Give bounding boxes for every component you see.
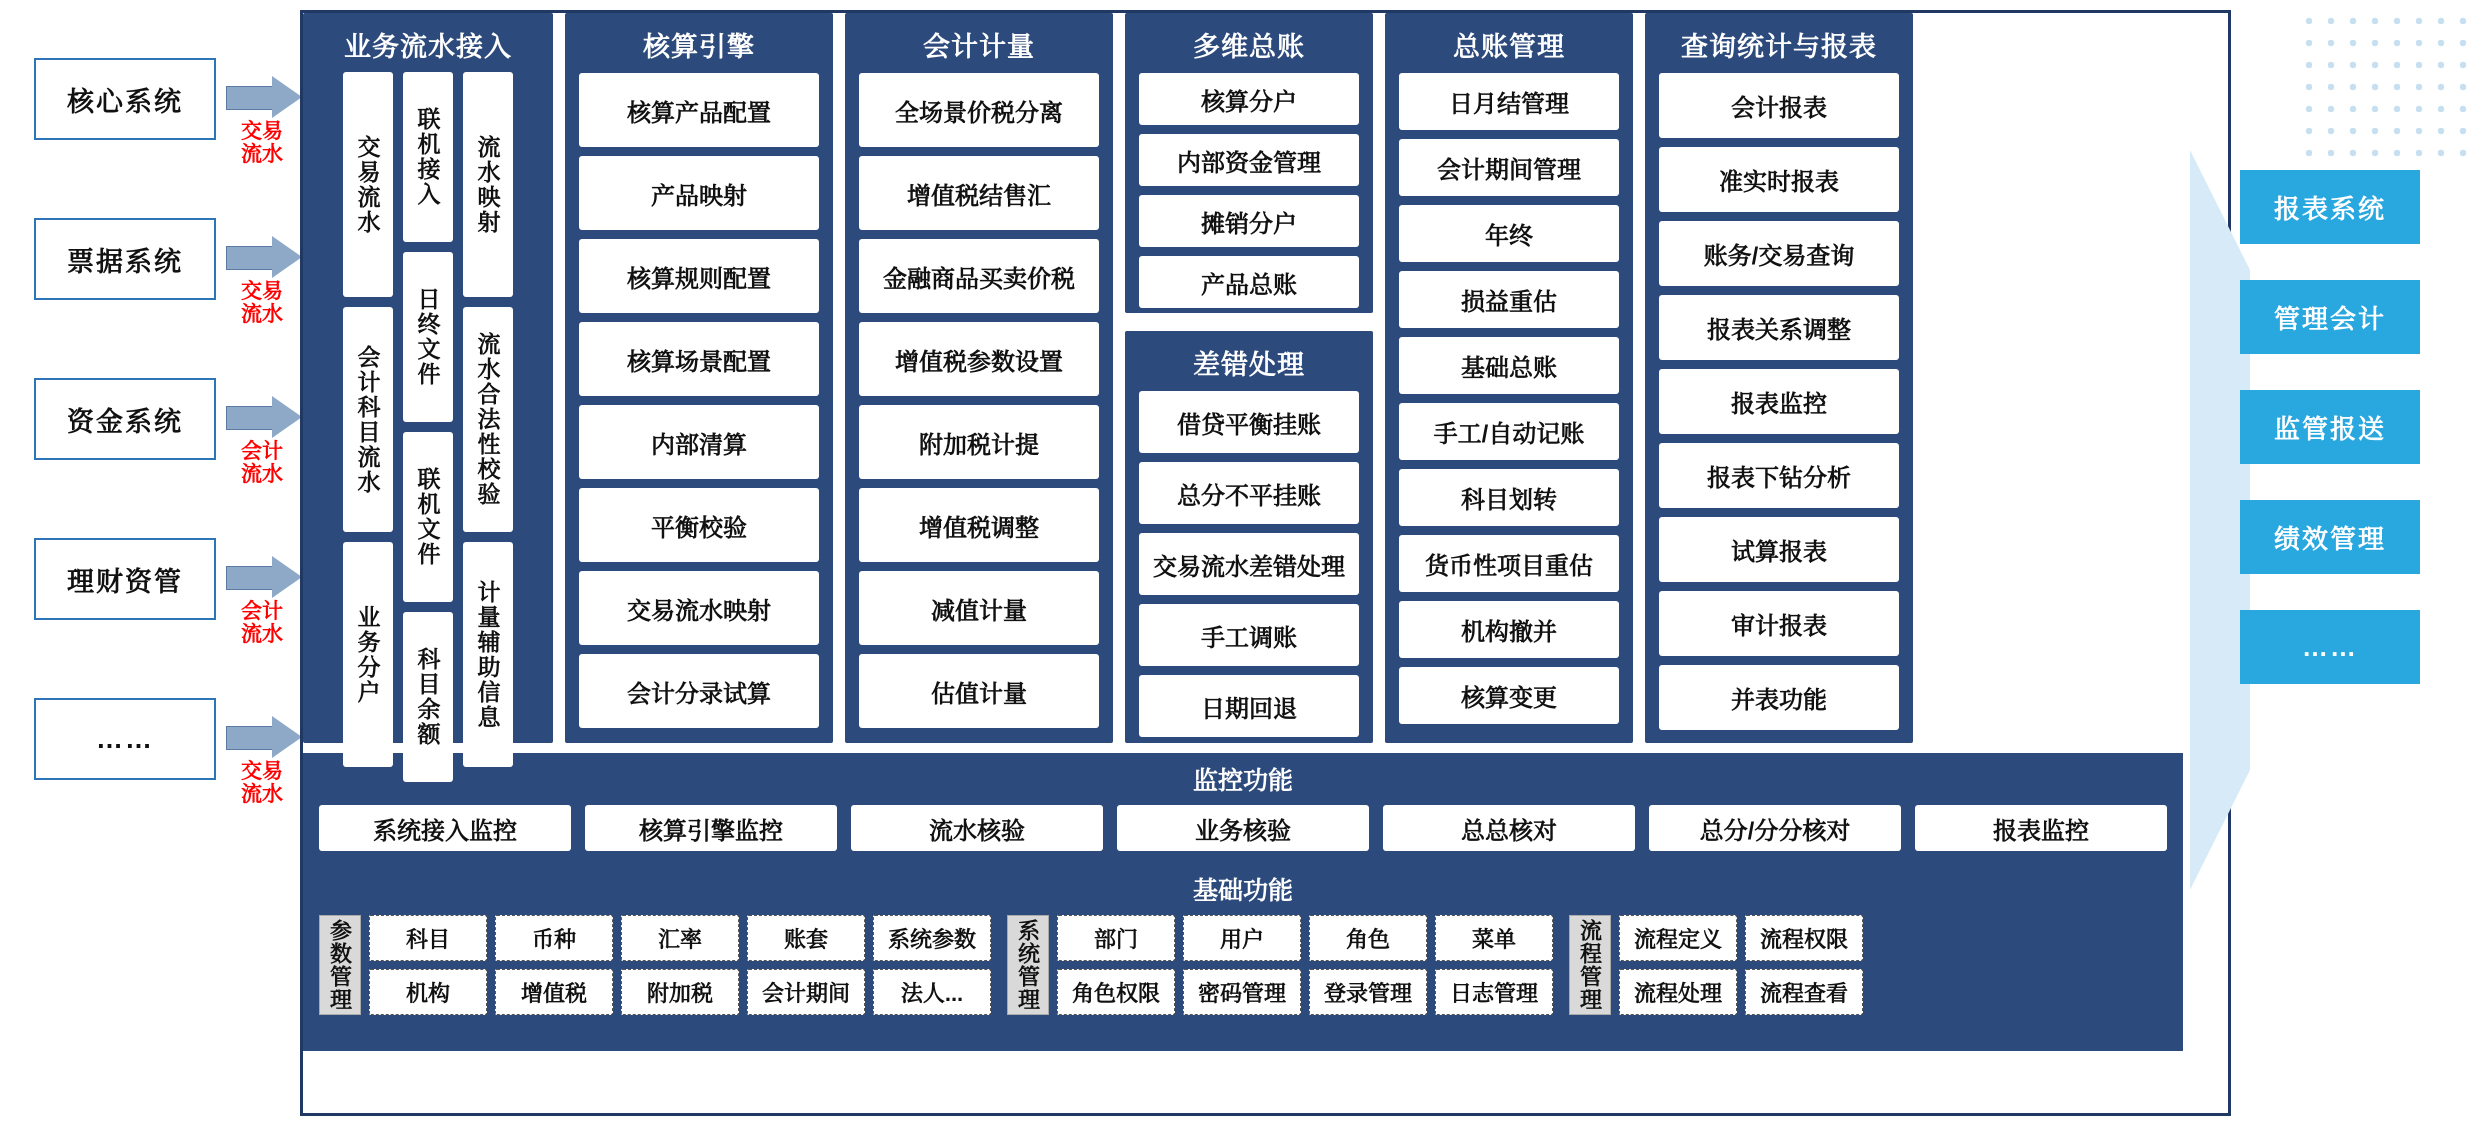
base-row xyxy=(1619,915,1863,961)
monitor-band xyxy=(303,753,2183,865)
base-chip[interactable]: 科目 xyxy=(369,915,487,961)
source-system-label: 理财资管 xyxy=(67,566,183,597)
module-chip[interactable]: 流水映射 xyxy=(463,72,513,297)
module-chip[interactable]: 机构撤并 xyxy=(1399,601,1619,658)
monitor-title: 监控功能 xyxy=(1192,767,1293,795)
module-chip[interactable]: 内部清算 xyxy=(579,405,819,479)
module-column xyxy=(1125,13,1373,313)
source-system-label: …… xyxy=(96,723,154,754)
source-system xyxy=(34,538,283,646)
flow-type-tag: 会计 流水 xyxy=(241,600,283,646)
module-column xyxy=(1125,331,1373,743)
output-system-box[interactable]: 监管报送 xyxy=(2240,390,2420,464)
output-system-box[interactable]: 绩效管理 xyxy=(2240,500,2420,574)
monitor-chip[interactable]: 核算引擎监控 xyxy=(585,805,837,851)
module-chip[interactable]: 流水合法性校验 xyxy=(463,307,513,532)
base-chip[interactable]: 流程定义 xyxy=(1619,915,1737,961)
source-system-box[interactable] xyxy=(34,538,216,620)
monitor-chip[interactable]: 流水核验 xyxy=(851,805,1103,851)
module-column-title: 业务流水接入 xyxy=(344,32,512,62)
module-column xyxy=(845,13,1113,743)
module-chip[interactable]: 会计报表 xyxy=(1659,73,1899,138)
module-chip[interactable]: 会计期间管理 xyxy=(1399,139,1619,196)
flow-arrow-icon xyxy=(226,716,306,758)
source-system xyxy=(34,698,283,806)
source-system xyxy=(34,218,283,326)
module-chip[interactable]: 科目余额 xyxy=(403,612,453,782)
platform-frame xyxy=(300,10,2231,1116)
module-chip[interactable]: 日终文件 xyxy=(403,252,453,422)
monitor-chip[interactable]: 系统接入监控 xyxy=(319,805,571,851)
base-band xyxy=(303,865,2183,1051)
vertical-chip-group xyxy=(343,72,393,782)
output-system-box[interactable]: …… xyxy=(2240,610,2420,684)
module-chip[interactable]: 核算产品配置 xyxy=(579,73,819,147)
base-chip[interactable]: 日志管理 xyxy=(1435,969,1553,1015)
source-systems-column xyxy=(34,58,283,858)
module-chip[interactable]: 借贷平衡挂账 xyxy=(1139,391,1359,453)
source-system-label: 核心系统 xyxy=(67,86,183,117)
module-chip[interactable]: 报表关系调整 xyxy=(1659,295,1899,360)
module-chip[interactable]: 日期回退 xyxy=(1139,675,1359,737)
module-chip[interactable]: 联机接入 xyxy=(403,72,453,242)
module-column-title: 查询统计与报表 xyxy=(1681,32,1877,62)
monitor-chip[interactable]: 报表监控 xyxy=(1915,805,2167,851)
base-chip[interactable]: 流程权限 xyxy=(1745,915,1863,961)
source-system-box[interactable] xyxy=(34,698,216,780)
module-chip[interactable]: 增值税结售汇 xyxy=(859,156,1099,230)
module-chip[interactable]: 账务/交易查询 xyxy=(1659,221,1899,286)
module-chip[interactable]: 产品映射 xyxy=(579,156,819,230)
base-row xyxy=(1619,969,1863,1015)
base-title: 基础功能 xyxy=(1192,877,1293,905)
base-group xyxy=(1007,915,1553,1015)
module-chip[interactable]: 交易流水映射 xyxy=(579,571,819,645)
module-chip[interactable]: 货币性项目重估 xyxy=(1399,535,1619,592)
vertical-chip-group xyxy=(463,72,513,782)
base-chip[interactable]: 登录管理 xyxy=(1309,969,1427,1015)
module-column-title: 总账管理 xyxy=(1453,32,1565,62)
module-column xyxy=(303,13,553,747)
module-chip[interactable]: 核算场景配置 xyxy=(579,322,819,396)
base-chip[interactable]: 流程处理 xyxy=(1619,969,1737,1015)
output-system-box[interactable]: 管理会计 xyxy=(2240,280,2420,354)
module-chip[interactable]: 并表功能 xyxy=(1659,665,1899,730)
flow-type-tag: 交易 流水 xyxy=(241,760,283,806)
base-chip[interactable]: 币种 xyxy=(495,915,613,961)
base-group xyxy=(1569,915,1863,1015)
module-chip[interactable]: 手工/自动记账 xyxy=(1399,403,1619,460)
module-chip[interactable]: 准实时报表 xyxy=(1659,147,1899,212)
decorative-dot-grid xyxy=(2298,10,2478,160)
base-chip[interactable]: 角色 xyxy=(1309,915,1427,961)
base-groups xyxy=(303,907,2183,1015)
base-chip[interactable]: 系统参数 xyxy=(873,915,991,961)
base-group-rows xyxy=(1057,915,1553,1015)
module-chip[interactable]: 审计报表 xyxy=(1659,591,1899,656)
flow-type-tag: 交易 流水 xyxy=(241,120,283,166)
module-column-title: 会计计量 xyxy=(923,32,1035,62)
source-system xyxy=(34,378,283,486)
module-chip[interactable]: 附加税计提 xyxy=(859,405,1099,479)
module-chip[interactable]: 年终 xyxy=(1399,205,1619,262)
module-chip[interactable]: 报表下钻分析 xyxy=(1659,443,1899,508)
module-chip[interactable]: 估值计量 xyxy=(859,654,1099,728)
source-system-box[interactable] xyxy=(34,218,216,300)
module-chip[interactable]: 金融商品买卖价税 xyxy=(859,239,1099,313)
module-chip[interactable]: 计量辅助信息 xyxy=(463,542,513,767)
flow-arrow-icon xyxy=(226,396,306,438)
functional-columns-area xyxy=(303,13,2183,753)
monitor-chip[interactable]: 业务核验 xyxy=(1117,805,1369,851)
base-chip[interactable]: 增值税 xyxy=(495,969,613,1015)
module-chip[interactable]: 减值计量 xyxy=(859,571,1099,645)
module-chip[interactable]: 业务分户 xyxy=(343,542,393,767)
flow-type-tag: 会计 流水 xyxy=(241,440,283,486)
monitor-chip[interactable]: 总分/分分核对 xyxy=(1649,805,1901,851)
base-row xyxy=(1057,915,1553,961)
base-group xyxy=(319,915,991,1015)
module-chip[interactable]: 核算分户 xyxy=(1139,73,1359,125)
base-chip[interactable]: 菜单 xyxy=(1435,915,1553,961)
source-system-label: 资金系统 xyxy=(67,406,183,437)
output-systems-column xyxy=(2240,170,2440,720)
source-system-box[interactable] xyxy=(34,378,216,460)
base-chip[interactable]: 会计期间 xyxy=(747,969,865,1015)
module-chip[interactable]: 总分不平挂账 xyxy=(1139,462,1359,524)
module-chip[interactable]: 全场景价税分离 xyxy=(859,73,1099,147)
base-chip[interactable]: 密码管理 xyxy=(1183,969,1301,1015)
monitor-chip[interactable]: 总总核对 xyxy=(1383,805,1635,851)
module-chip[interactable]: 摊销分户 xyxy=(1139,195,1359,247)
output-system-box[interactable]: 报表系统 xyxy=(2240,170,2420,244)
base-chip[interactable]: 汇率 xyxy=(621,915,739,961)
source-system-box[interactable] xyxy=(34,58,216,140)
module-column-title: 差错处理 xyxy=(1193,350,1305,380)
base-group-label: 参数管理 xyxy=(319,915,361,1015)
module-column-title: 多维总账 xyxy=(1193,32,1305,62)
module-column xyxy=(1645,13,1913,743)
module-chip[interactable]: 交易流水差错处理 xyxy=(1139,533,1359,595)
module-chip[interactable]: 平衡校验 xyxy=(579,488,819,562)
base-group-rows xyxy=(369,915,991,1015)
base-chip[interactable]: 法人... xyxy=(873,969,991,1015)
module-chip[interactable]: 日月结管理 xyxy=(1399,73,1619,130)
module-chip[interactable]: 损益重估 xyxy=(1399,271,1619,328)
module-chip[interactable]: 核算变更 xyxy=(1399,667,1619,724)
base-chip[interactable]: 部门 xyxy=(1057,915,1175,961)
base-group-label: 系统管理 xyxy=(1007,915,1049,1015)
module-chip[interactable]: 报表监控 xyxy=(1659,369,1899,434)
flow-arrow-icon xyxy=(226,236,306,278)
module-chip[interactable]: 会计分录试算 xyxy=(579,654,819,728)
module-chip[interactable]: 内部资金管理 xyxy=(1139,134,1359,186)
monitor-items xyxy=(303,797,2183,851)
base-group-rows xyxy=(1619,915,1863,1015)
module-chip[interactable]: 增值税调整 xyxy=(859,488,1099,562)
flow-arrow-icon xyxy=(226,556,306,598)
module-chip[interactable]: 核算规则配置 xyxy=(579,239,819,313)
module-chip[interactable]: 手工调账 xyxy=(1139,604,1359,666)
module-column xyxy=(1385,13,1633,743)
module-chip[interactable]: 增值税参数设置 xyxy=(859,322,1099,396)
module-chip[interactable]: 产品总账 xyxy=(1139,256,1359,308)
module-chip[interactable]: 会计科目流水 xyxy=(343,307,393,532)
base-chip[interactable]: 账套 xyxy=(747,915,865,961)
module-chip[interactable]: 联机文件 xyxy=(403,432,453,602)
base-row xyxy=(1057,969,1553,1015)
base-chip[interactable]: 附加税 xyxy=(621,969,739,1015)
base-chip[interactable]: 用户 xyxy=(1183,915,1301,961)
vertical-chip-group xyxy=(403,72,453,782)
base-chip[interactable]: 机构 xyxy=(369,969,487,1015)
base-group-label: 流程管理 xyxy=(1569,915,1611,1015)
base-row xyxy=(369,915,991,961)
module-chip[interactable]: 交易流水 xyxy=(343,72,393,297)
vertical-chip-groups xyxy=(303,64,553,782)
base-row xyxy=(369,969,991,1015)
module-chip[interactable]: 基础总账 xyxy=(1399,337,1619,394)
module-chip[interactable]: 科目划转 xyxy=(1399,469,1619,526)
source-system xyxy=(34,58,283,166)
module-chip[interactable]: 试算报表 xyxy=(1659,517,1899,582)
module-column-title: 核算引擎 xyxy=(643,32,755,62)
base-chip[interactable]: 流程查看 xyxy=(1745,969,1863,1015)
flow-type-tag: 交易 流水 xyxy=(241,280,283,326)
source-system-label: 票据系统 xyxy=(67,246,183,277)
base-chip[interactable]: 角色权限 xyxy=(1057,969,1175,1015)
flow-arrow-icon xyxy=(226,76,306,118)
module-column xyxy=(565,13,833,743)
